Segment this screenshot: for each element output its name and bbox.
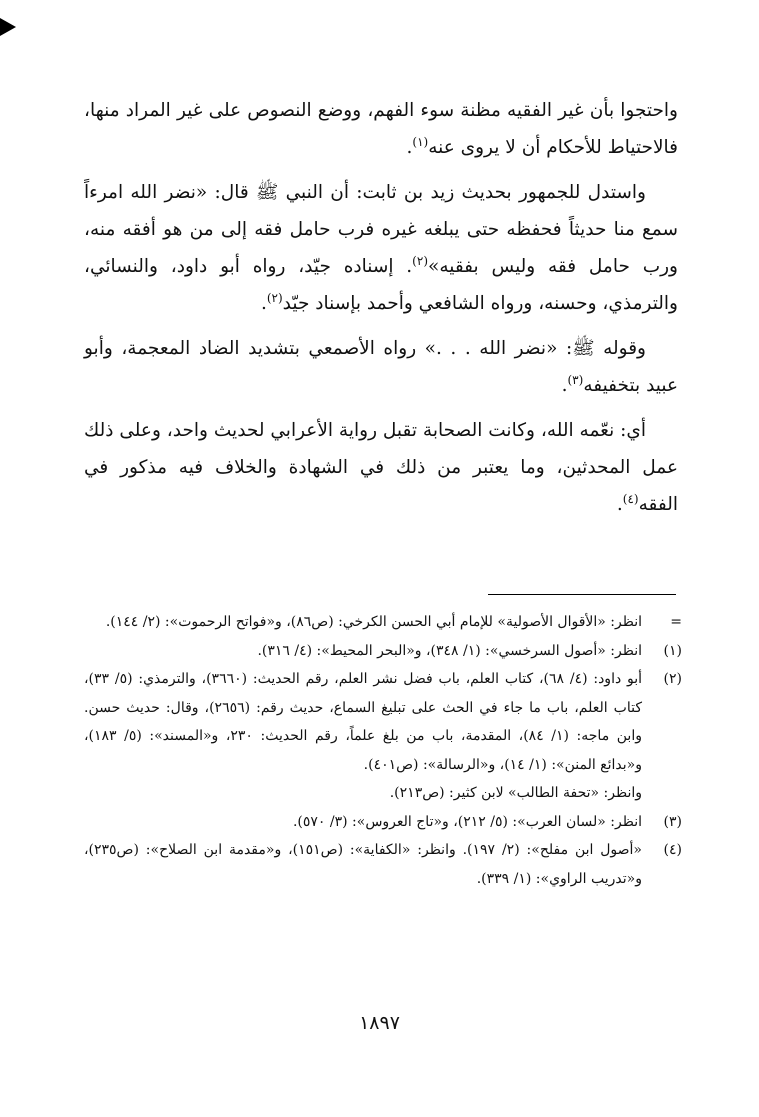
paragraph-text: . إسناده جيّد، رواه أبو داود، والنسائي، والترمذي، وحسنه، ورواه الشافعي وأحمد بإسناد جيّد [84,256,678,314]
footnote-number: (١) [663,642,682,659]
footnote-separator [488,594,676,595]
paragraph-end: . [561,375,568,396]
paragraph-end: . [260,293,267,314]
footnote-number: (٤) [663,842,682,858]
paragraph-text: المراد منها، فالاحتياط للأحكام أن لا يروى عنه [84,100,678,158]
paragraph-text: واستدل للجمهور بحديث زيد بن ثابت: أن النبي ﷺ قال: «نضر الله امرءاً سمع منا حديثاً فحفظه حتى يبلغه غيره فرب حامل فقه إلى من هو أفقه منه، ورب حامل فقه وليس بفقيه» [84,182,678,277]
footnote-4 [84,836,686,893]
paragraph-sahaba [84,412,678,523]
paragraph-end: . [406,137,413,158]
footnote-number: = [670,614,682,630]
page-number: ١٨٩٧ [359,1012,400,1034]
footnote-reference: (٣) [567,372,584,387]
paragraph-text: واحتجوا بأن غير الفقيه مظنة سوء الفهم، ووضع النصوص على غير [176,100,678,121]
footnote-text: أبو داود: (٤/ ٦٨)، كتاب العلم، باب فضل نشر العلم، رقم الحديث: (٣٦٦٠)، والترمذي: (٥/ ٣٣)، كتاب العلم، باب ما جاء في الحث على تبليغ السماع، حديث رقم: (٢٦٥٦)، وقال: حديث حسن. وابن ماجه: (١/ ٨٤)، المقدمة، باب من بلغ علماً، رقم الحديث: ٢٣٠، و«المسند»: (٥/ ١٨٣)، و«بدائع المنن»: (١/ ١٤)، و«الرسالة»: (ص٤٠١). [84,671,643,773]
paragraph-asmai [84,330,678,404]
footnote-reference: (٢) [412,253,428,268]
paragraph-end: . [616,494,623,515]
footnote-text: «أصول ابن مفلح»: (٢/ ١٩٧). وانظر: «الكفاية»: (ص١٥١)، و«مقدمة ابن الصلاح»: (ص٢٣٥)، و«تدريب الراوي»: (١/ ٣٣٩). [84,842,643,887]
paragraph-argument [84,92,678,166]
footnote-1 [84,637,686,666]
footnote-text: انظر: «لسان العرب»: (٥/ ٢١٢)، و«تاج العروس»: (٣/ ٥٧٠). [292,813,642,830]
paragraph-text: أي: نعّمه الله، وكانت الصحابة تقبل رواية الأعرابي لحديث واحد، وعلى ذلك عمل المحدثين، وما يعتبر من ذلك في الشهادة والخلاف فيه مذكور في الفقه [84,420,678,515]
page-corner-marker [0,18,16,36]
footnote-reference: (٤) [622,491,639,506]
footnote-2 [84,665,686,779]
paragraph-text: وقوله ﷺ: «نضر الله . . .» رواه الأصمعي بتشديد الضاد المعجمة، وأبو عبيد بتخفيفه [84,338,678,396]
footnote-text: انظر: «الأقوال الأصولية» للإمام أبي الحسن الكرخي: (ص٨٦)، و«فواتح الرحموت»: (٢/ ١٤٤). [105,614,642,630]
footnote-reference: (١) [412,134,429,149]
footnote-2-continued [84,779,686,808]
footnote-continued [84,608,686,637]
footnote-3 [84,808,686,837]
paragraph-hadith [84,174,678,322]
footnote-text: انظر: «أصول السرخسي»: (١/ ٣٤٨)، و«البحر المحيط»: (٤/ ٣١٦). [257,642,642,659]
footnotes-section [84,608,686,893]
footnote-text: وانظر: «تحفة الطالب» لابن كثير: (ص٢١٣). [389,785,642,801]
footnote-reference: (٢) [266,290,283,305]
footnote-number: (٣) [663,813,682,830]
footnote-number: (٢) [663,671,682,687]
main-text-body [84,92,678,523]
